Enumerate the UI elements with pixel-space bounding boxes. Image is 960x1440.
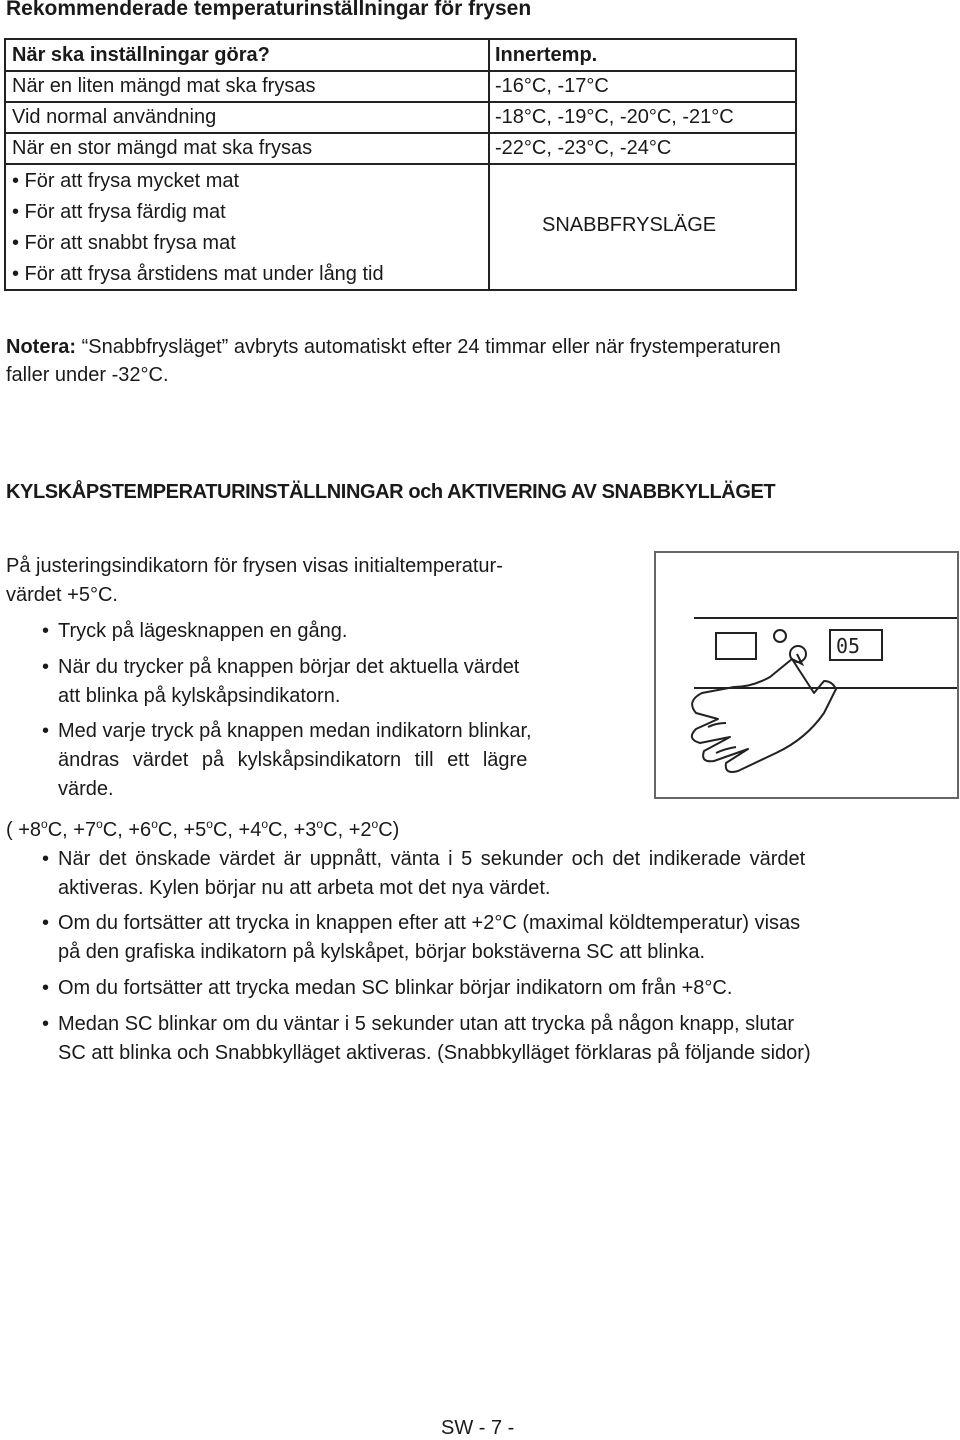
table-cell-temp: -22°C, -23°C, -24°C xyxy=(495,137,672,159)
table-bullet: • För att snabbt frysa mat xyxy=(12,232,236,254)
step-text: på den grafiska indikatorn på kylskåpet, börjar bokstäverna SC att blinka. xyxy=(58,941,706,963)
table-bullet: • För att frysa årstidens mat under lång tid xyxy=(12,263,384,285)
step-text: Om du fortsätter att trycka medan SC blinkar börjar indikatorn om från +8°C. xyxy=(58,977,733,999)
value-item: +6 xyxy=(128,819,152,841)
page-number: SW - 7 - xyxy=(441,1417,515,1439)
step-text: Medan SC blinkar om du väntar i 5 sekunder utan att trycka på någon knapp, slutar xyxy=(58,1013,794,1035)
table-divider xyxy=(6,163,795,165)
step-item xyxy=(42,717,642,804)
table-bullet: • För att frysa mycket mat xyxy=(12,170,240,192)
table-cell-mode: SNABBFRYSLÄGE xyxy=(542,214,717,236)
bullet-icon: • xyxy=(42,977,50,999)
table-cell-situation: När en stor mängd mat ska frysas xyxy=(12,137,313,159)
bullet-icon: • xyxy=(42,620,50,642)
value-item: +4 xyxy=(238,819,262,841)
bullet-icon: • xyxy=(42,656,50,678)
step-text: Om du fortsätter att trycka in knappen efter att +2°C (maximal köldtemperatur) visas xyxy=(58,912,801,934)
intro-text: På justeringsindikatorn för frysen visas initialtemperatur- xyxy=(6,555,503,577)
values-line: ( $+8^oC$, $+7^oC$, $+6^oC$, $+5^oC$, $+4^oC$, $+3^oC$, $+2^oC$) xyxy=(6,817,400,841)
bullet-icon: • xyxy=(42,912,50,934)
bullet-icon: • xyxy=(42,1013,50,1035)
value-item: +8 xyxy=(18,819,42,841)
table-header-when: När ska inställningar göra? xyxy=(12,44,270,66)
section-heading: KYLSKÅPSTEMPERATURINSTÄLLNINGAR och AKTIVERING AV SNABBKYLLÄGET xyxy=(6,481,776,503)
step-text: att blinka på kylskåpsindikatorn. xyxy=(58,685,341,707)
step-text: ändras värdet på kylskåpsindikatorn till ett lägre xyxy=(58,749,528,771)
degree-icon: o xyxy=(316,817,324,831)
unit: C xyxy=(323,819,338,841)
temperature-table xyxy=(4,38,797,291)
table-cell-situation: Vid normal användning xyxy=(12,106,217,128)
display-value: 05 xyxy=(836,634,861,658)
unit: C xyxy=(212,819,228,841)
table-header-temp: Innertemp. xyxy=(495,44,598,66)
table-cell-temp: -18°C, -19°C, -20°C, -21°C xyxy=(495,106,734,128)
control-panel-illustration xyxy=(654,551,959,799)
values-close: ) xyxy=(392,819,400,841)
step-text: Tryck på lägesknappen en gång. xyxy=(58,620,348,642)
unit: C xyxy=(157,819,173,841)
page-title: Rekommenderade temperaturinställningar för frysen xyxy=(6,0,532,20)
hand-icon xyxy=(692,659,836,772)
value-item: +2 xyxy=(348,819,372,841)
value-item: +7 xyxy=(73,819,97,841)
bullet-icon: • xyxy=(42,848,50,870)
values-open: ( xyxy=(6,819,19,841)
step-text: aktiveras. Kylen börjar nu att arbeta mot det nya värdet. xyxy=(58,877,551,899)
table-bullet: • För att frysa färdig mat xyxy=(12,201,226,223)
table-cell-temp: -16°C, -17°C xyxy=(495,75,609,97)
step-item xyxy=(42,909,958,967)
degree-icon: o xyxy=(371,817,379,831)
degree-icon: o xyxy=(261,817,269,831)
note-text: “Snabbfrysläget” avbryts automatiskt efter 24 timmar eller när frystemperaturen xyxy=(81,336,781,358)
step-text: När du trycker på knappen börjar det aktuella värdet xyxy=(58,656,520,678)
step-item xyxy=(42,974,958,1003)
note-label: Notera: xyxy=(6,336,77,358)
note-text: faller under -32°C. xyxy=(6,364,169,386)
step-item xyxy=(42,653,642,711)
unit: C xyxy=(102,819,118,841)
unit: C xyxy=(268,819,283,841)
degree-icon: o xyxy=(151,817,158,831)
value-item: +5 xyxy=(183,819,207,841)
note xyxy=(6,333,958,389)
unit: C xyxy=(47,819,63,841)
step-text: SC att blinka och Snabbkylläget aktiveras. (Snabbkylläget förklaras på följande sidor) xyxy=(58,1042,811,1064)
step-text: värde. xyxy=(58,778,114,800)
step-item xyxy=(42,845,958,903)
table-cell-situation: När en liten mängd mat ska frysas xyxy=(12,75,316,97)
value-item: +3 xyxy=(293,819,317,841)
step-text: Med varje tryck på knappen medan indikatorn blinkar, xyxy=(58,720,532,742)
mode-button-icon xyxy=(774,630,786,642)
degree-icon: o xyxy=(206,817,213,831)
step-item xyxy=(42,1010,958,1068)
step-item xyxy=(42,617,642,646)
degree-icon: o xyxy=(41,817,48,831)
step-text: När det önskade värdet är uppnått, vänta i 5 sekunder och det indikerade värdet xyxy=(58,848,806,870)
bullet-icon: • xyxy=(42,720,50,742)
unit: C xyxy=(378,819,393,841)
freezer-indicator-icon xyxy=(716,633,756,659)
degree-icon: o xyxy=(96,817,103,831)
intro-text: värdet +5°C. xyxy=(6,584,118,606)
control-panel-drawing xyxy=(656,553,957,797)
